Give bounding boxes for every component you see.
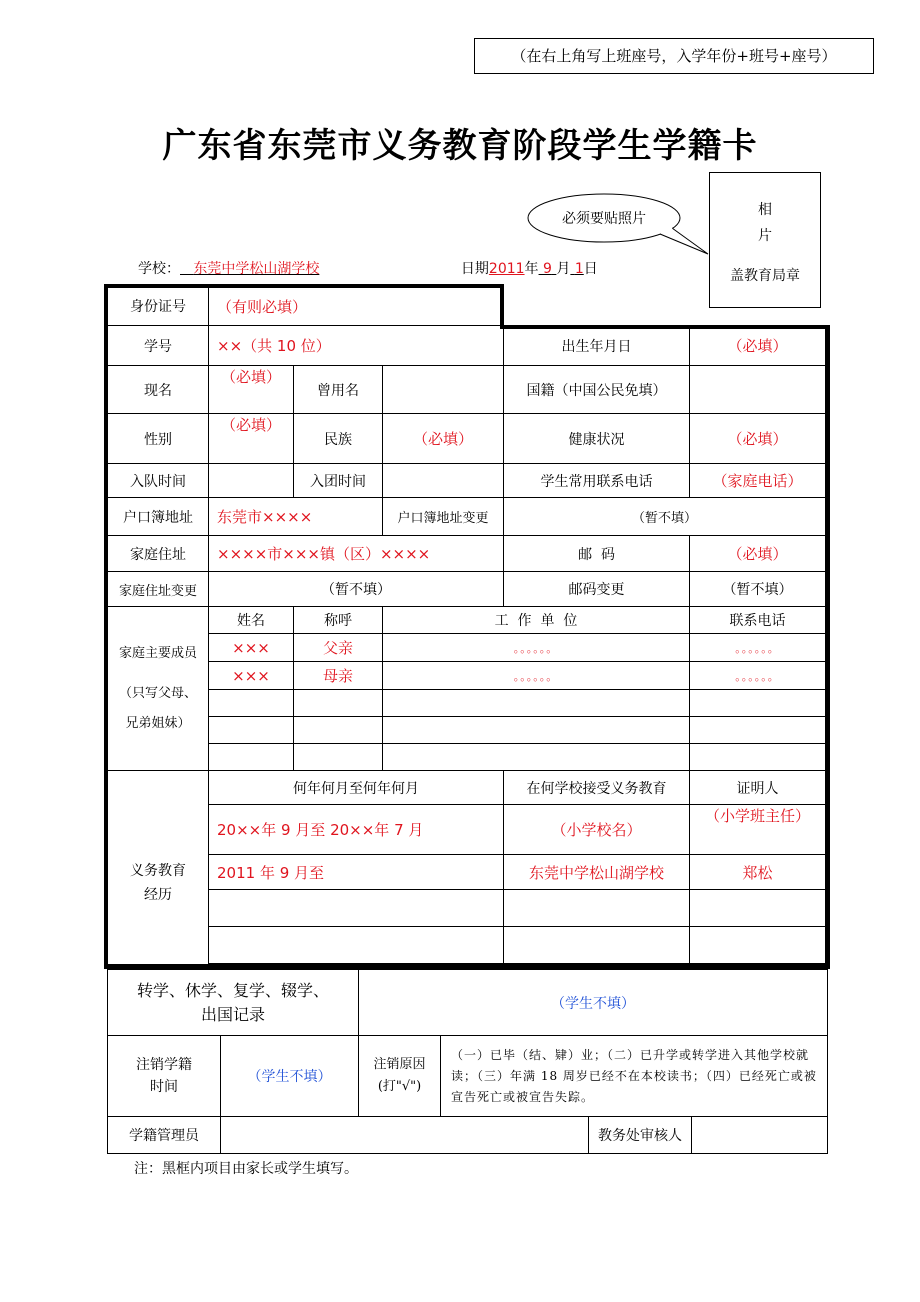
school-value[interactable]: 东莞中学松山湖学校 — [193, 261, 320, 277]
member-work[interactable]: 。。。。。。 — [383, 662, 690, 690]
cancel-label-2: 时间 — [150, 1079, 178, 1095]
photo-label-2: 片 — [758, 228, 772, 244]
member-name[interactable] — [209, 690, 294, 717]
pioneer-label: 入队时间 — [108, 464, 209, 498]
league-label: 入团时间 — [294, 464, 383, 498]
member-phone[interactable] — [690, 717, 826, 744]
member-name[interactable]: ××× — [209, 634, 294, 662]
member-relation[interactable]: 父亲 — [294, 634, 383, 662]
gender-value[interactable]: （必填） — [209, 414, 294, 464]
page-title: 广东省东莞市义务教育阶段学生学籍卡 — [162, 126, 758, 166]
nationality-value[interactable] — [690, 366, 826, 414]
birth-value[interactable]: （必填） — [690, 326, 826, 366]
manager-value[interactable] — [221, 1117, 589, 1154]
transfer-label-2: 出国记录 — [201, 1004, 266, 1024]
edu-school[interactable] — [504, 927, 690, 964]
student-no-label: 学号 — [108, 326, 209, 366]
thick-frame-top-right — [500, 325, 830, 329]
thick-frame-left — [104, 284, 108, 969]
address-value[interactable]: ××××市×××镇（区）×××× — [209, 536, 504, 572]
edu-period[interactable]: 20××年 9 月至 20××年 7 月 — [209, 805, 504, 855]
postcode-label: 邮 码 — [504, 536, 690, 572]
birth-label: 出生年月日 — [504, 326, 690, 366]
member-relation[interactable] — [294, 690, 383, 717]
day-unit: 日 — [583, 261, 598, 277]
pioneer-value[interactable] — [209, 464, 294, 498]
family-header-relation: 称呼 — [294, 607, 383, 634]
cancel-reason-label-1: 注销原因 — [373, 1057, 426, 1072]
education-label-2: 经历 — [144, 887, 172, 903]
transfer-value: （学生不填） — [359, 970, 828, 1036]
ethnic-value[interactable]: （必填） — [383, 414, 504, 464]
family-sub2: 兄弟姐妹） — [125, 715, 191, 731]
family-header-work: 工 作 单 位 — [383, 607, 690, 634]
member-relation[interactable] — [294, 744, 383, 771]
address-label: 家庭住址 — [108, 536, 209, 572]
family-sub1: （只写父母、 — [118, 685, 197, 701]
student-no-value[interactable]: ××（共 10 位） — [209, 326, 504, 366]
cancel-reason-options[interactable]: （一）已毕（结、肄）业；（二）已升学或转学进入其他学校就读；（三）年满 18 周岁已经不在本校读书；（四）已经死亡或被宣告死亡或被宣告失踪。 — [441, 1036, 828, 1117]
student-record-table — [107, 286, 826, 966]
edu-header-period: 何年何月至何年何月 — [209, 771, 504, 805]
id-value[interactable]: （有则必填） — [209, 287, 504, 326]
cancel-reason-label-2: (打"√") — [377, 1079, 422, 1094]
member-work[interactable]: 。。。。。。 — [383, 634, 690, 662]
photo-stamp-label: 盖教育局章 — [730, 268, 800, 284]
nationality-label: 国籍（中国公民免填） — [504, 366, 690, 414]
member-work[interactable] — [383, 744, 690, 771]
phone-value[interactable]: （家庭电话） — [690, 464, 826, 498]
family-label: 家庭主要成员 — [118, 645, 197, 661]
edu-school[interactable]: （小学校名） — [504, 805, 690, 855]
manager-label: 学籍管理员 — [108, 1117, 221, 1154]
footnote: 注：黑框内项目由家长或学生填写。 — [134, 1161, 358, 1177]
hukou-value[interactable]: 东莞市×××× — [209, 498, 383, 536]
edu-school[interactable]: 东莞中学松山湖学校 — [504, 855, 690, 890]
postcode-change-label: 邮码变更 — [504, 572, 690, 607]
family-label-cell — [108, 607, 209, 771]
photo-label-1: 相 — [758, 202, 772, 218]
edu-witness[interactable]: （小学班主任） — [690, 805, 826, 855]
school-line — [138, 258, 598, 278]
member-name[interactable] — [209, 744, 294, 771]
date-year[interactable]: 2011 — [488, 261, 525, 277]
member-name[interactable]: ××× — [209, 662, 294, 690]
postcode-change-value: （暂不填） — [690, 572, 826, 607]
member-phone[interactable] — [690, 690, 826, 717]
hukou-change-value: （暂不填） — [504, 498, 826, 536]
member-name[interactable] — [209, 717, 294, 744]
transfer-label-1: 转学、休学、复学、辍学、 — [137, 980, 330, 1000]
top-note: （在右上角写上班座号，入学年份+班号+座号） — [474, 38, 874, 74]
thick-frame-right — [825, 325, 830, 969]
hukou-change-label: 户口簿地址变更 — [383, 498, 504, 536]
cancel-time-label — [108, 1036, 221, 1117]
member-relation[interactable]: 母亲 — [294, 662, 383, 690]
family-header-name: 姓名 — [209, 607, 294, 634]
admin-table — [107, 969, 828, 1154]
edu-witness[interactable]: 郑松 — [690, 855, 826, 890]
callout-text: 必须要贴照片 — [562, 211, 646, 227]
former-name-label: 曾用名 — [294, 366, 383, 414]
edu-header-school: 在何学校接受义务教育 — [504, 771, 690, 805]
transfer-label — [108, 970, 359, 1036]
reviewer-label: 教务处审核人 — [589, 1117, 692, 1154]
postcode-value[interactable]: （必填） — [690, 536, 826, 572]
edu-witness[interactable] — [690, 890, 826, 927]
cancel-label-1: 注销学籍 — [136, 1057, 192, 1073]
cancel-reason-label — [359, 1036, 441, 1117]
address-change-value: （暂不填） — [209, 572, 504, 607]
phone-label: 学生常用联系电话 — [504, 464, 690, 498]
address-change-label: 家庭住址变更 — [108, 572, 209, 607]
name-value[interactable]: （必填） — [209, 366, 294, 414]
ethnic-label: 民族 — [294, 414, 383, 464]
edu-period[interactable]: 2011 年 9 月至 — [209, 855, 504, 890]
health-label: 健康状况 — [504, 414, 690, 464]
edu-school[interactable] — [504, 890, 690, 927]
edu-witness[interactable] — [690, 927, 826, 964]
year-unit: 年 — [524, 261, 539, 277]
family-header-phone: 联系电话 — [690, 607, 826, 634]
education-label-cell — [108, 771, 209, 966]
thick-frame-top-left — [104, 284, 504, 288]
id-label: 身份证号 — [108, 287, 209, 326]
hukou-label: 户口簿地址 — [108, 498, 209, 536]
health-value[interactable]: （必填） — [690, 414, 826, 464]
member-phone[interactable]: 。。。。。。 — [690, 634, 826, 662]
member-relation[interactable] — [294, 717, 383, 744]
member-phone[interactable]: 。。。。。。 — [690, 662, 826, 690]
date-label: 日期 — [460, 261, 489, 277]
education-label-1: 义务教育 — [130, 863, 186, 879]
member-work[interactable] — [383, 717, 690, 744]
date-day[interactable]: 1 — [574, 261, 584, 277]
month-unit: 月 — [556, 261, 571, 277]
edu-period[interactable] — [209, 890, 504, 927]
cancel-time-value: （学生不填） — [221, 1036, 359, 1117]
league-value[interactable] — [383, 464, 504, 498]
gender-label: 性别 — [108, 414, 209, 464]
school-label: 学校： — [138, 261, 180, 277]
name-label: 现名 — [108, 366, 209, 414]
reviewer-value[interactable] — [692, 1117, 828, 1154]
thick-frame-step-v — [500, 284, 504, 328]
edu-header-witness: 证明人 — [690, 771, 826, 805]
date-month[interactable]: 9 — [543, 261, 552, 277]
callout-bubble-icon — [520, 188, 720, 268]
former-name-value[interactable] — [383, 366, 504, 414]
edu-period[interactable] — [209, 927, 504, 964]
member-work[interactable] — [383, 690, 690, 717]
member-phone[interactable] — [690, 744, 826, 771]
